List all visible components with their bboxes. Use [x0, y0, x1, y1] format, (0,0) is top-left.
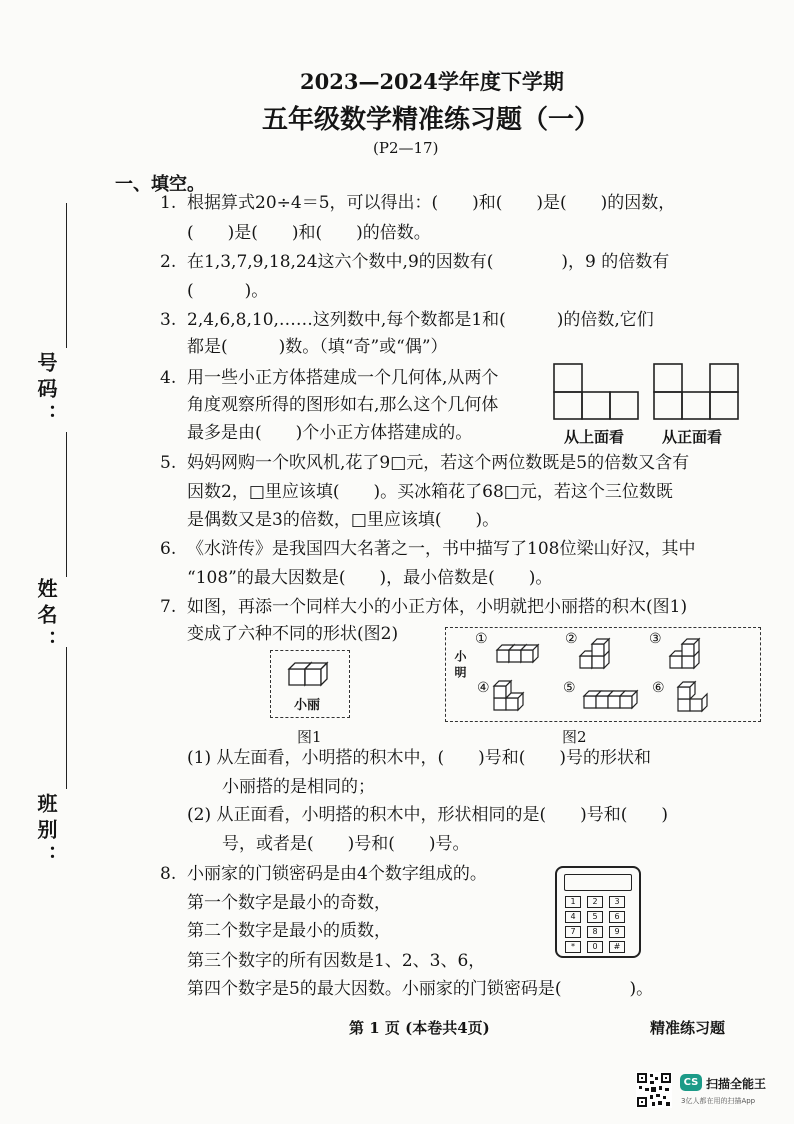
key-8: 8 — [587, 926, 603, 938]
top-view-caption: 从上面看 — [564, 428, 625, 446]
key-hash: # — [609, 941, 625, 953]
binding-line-mid — [66, 432, 67, 577]
q8-number: 8. — [160, 864, 177, 884]
q4-line-1: 用一些小正方体搭建成一个几何体,从两个 — [187, 368, 499, 388]
key-2: 2 — [587, 896, 603, 908]
page-range: (P2—17) — [373, 139, 439, 157]
q5-number: 5. — [160, 453, 177, 473]
q2-line-1: 在1,3,7,9,18,24这六个数中,9的因数有( )，9 的倍数有 — [187, 252, 670, 272]
q5-line-3: 是偶数又是3的倍数，□里应该填( )。 — [187, 510, 500, 530]
q3-number: 3. — [160, 310, 177, 330]
key-6: 6 — [609, 911, 625, 923]
q5-line-2: 因数2，□里应该填( )。买冰箱花了68□元，若这个三位数既 — [187, 482, 673, 502]
page-footer: 第 1 页 (本卷共4页) — [349, 1019, 490, 1037]
q4-line-3: 最多是由( )个小正方体搭建成的。 — [187, 423, 473, 443]
xiaoming-shape-2 — [578, 632, 624, 674]
key-0: 0 — [587, 941, 603, 953]
q7-sub2-line-2: 号，或者是( )号和( )号。 — [222, 834, 470, 854]
q3-line-1: 2,4,6,8,10,……这列数中,每个数都是1和( )的倍数,它们 — [187, 310, 654, 330]
camscanner-slogan: 3亿人都在用的扫描App — [681, 1097, 756, 1105]
key-7: 7 — [565, 926, 581, 938]
front-view-caption: 从正面看 — [662, 428, 723, 446]
xiaoli-blocks-figure — [285, 657, 333, 689]
q5-line-1: 妈妈网购一个吹风机,花了9□元，若这个两位数既是5的倍数又含有 — [187, 453, 690, 473]
name-label: 姓名： — [34, 578, 58, 656]
camscanner-name: 扫描全能王 — [706, 1077, 767, 1091]
key-3: 3 — [609, 896, 625, 908]
q8-line-2: 第一个数字是最小的奇数， — [187, 893, 391, 913]
q8-line-3: 第二个数字是最小的质数， — [187, 921, 391, 941]
key-star: * — [565, 941, 581, 953]
q8-line-5: 第四个数字是5的最大因数。小丽家的门锁密码是( )。 — [187, 979, 654, 999]
key-4: 4 — [565, 911, 581, 923]
q1-line-2: ( )是( )和( )的倍数。 — [187, 223, 431, 243]
q6-number: 6. — [160, 539, 177, 559]
xiaoming-label: 小明 — [453, 650, 467, 682]
q7-line-1: 如图，再添一个同样大小的小正方体，小明就把小丽搭的积木(图1) — [187, 597, 688, 617]
section-heading: 一、填空。 — [115, 174, 205, 195]
q7-sub1-line-2: 小丽搭的是相同的； — [222, 777, 375, 797]
keypad-display — [564, 874, 632, 891]
shape-mark-2: ② — [565, 631, 578, 647]
q8-line-4: 第三个数字的所有因数是1、2、3、6， — [187, 951, 486, 971]
top-view-figure — [552, 362, 642, 420]
camscanner-logo: CS — [680, 1074, 702, 1091]
binding-line-bottom — [66, 647, 67, 789]
figure2-caption: 图2 — [562, 728, 587, 746]
door-lock-keypad — [555, 866, 641, 958]
exam-title: 五年级数学精准练习题（一） — [262, 105, 601, 135]
exam-year: 2023—2024学年度下学期 — [300, 69, 564, 94]
class-label: 班别： — [34, 793, 58, 871]
figure1-caption: 图1 — [297, 728, 322, 746]
xiaoming-shape-5 — [582, 684, 638, 714]
xiaoming-shape-3 — [668, 634, 714, 674]
binding-line-top — [66, 203, 67, 348]
key-9: 9 — [609, 926, 625, 938]
q2-number: 2. — [160, 252, 177, 272]
keypad-grid — [565, 896, 633, 953]
q8-line-1: 小丽家的门锁密码是由4个数字组成的。 — [187, 864, 487, 884]
front-view-figure — [652, 362, 742, 420]
q7-line-2: 变成了六种不同的形状(图2) — [187, 624, 399, 644]
q4-number: 4. — [160, 368, 177, 388]
xiaoming-shape-4 — [492, 676, 538, 716]
q2-line-2: ( )。 — [187, 281, 269, 301]
xiaoming-shape-1 — [495, 636, 545, 668]
q7-number: 7. — [160, 597, 177, 617]
qr-code-icon — [636, 1072, 672, 1108]
shape-mark-1: ① — [475, 631, 488, 647]
key-1: 1 — [565, 896, 581, 908]
number-label: 号码： — [34, 352, 58, 430]
xiaoming-shape-6 — [676, 677, 716, 717]
key-5: 5 — [587, 911, 603, 923]
q1-number: 1. — [160, 193, 177, 213]
q7-sub1-line-1: (1) 从左面看，小明搭的积木中，( )号和( )号的形状和 — [187, 748, 652, 768]
q4-line-2: 角度观察所得的图形如右,那么这个几何体 — [187, 395, 499, 415]
xiaoli-label: 小丽 — [294, 698, 321, 713]
shape-mark-6: ⑥ — [652, 680, 665, 696]
shape-mark-3: ③ — [649, 631, 662, 647]
footer-label: 精准练习题 — [650, 1019, 726, 1037]
q6-line-2: “108”的最大因数是( )，最小倍数是( )。 — [187, 568, 553, 588]
shape-mark-5: ⑤ — [563, 680, 576, 696]
q7-sub2-line-1: (2) 从正面看，小明搭的积木中，形状相同的是( )号和( ) — [187, 805, 669, 825]
q1-line-1: 根据算式20÷4＝5，可以得出：( )和( )是( )的因数， — [187, 193, 676, 213]
q3-line-2: 都是( )数。（填“奇”或“偶”） — [187, 337, 448, 357]
shape-mark-4: ④ — [477, 680, 490, 696]
q6-line-1: 《水浒传》是我国四大名著之一，书中描写了108位梁山好汉，其中 — [187, 539, 696, 559]
